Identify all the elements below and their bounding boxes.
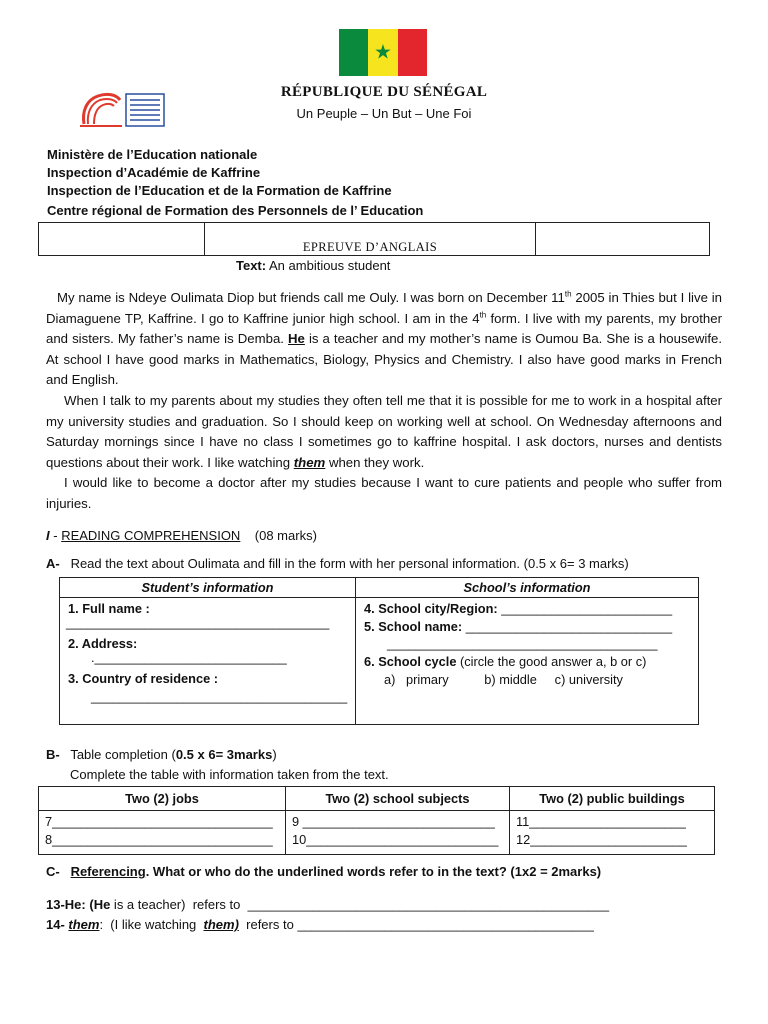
school-name-line: 5. School name: _____________________________ — [364, 619, 673, 634]
text-title: Text: An ambitious student — [236, 258, 391, 273]
question-13: 13-He: (He is a teacher) refers to __________________________________________________ — [46, 897, 610, 912]
address-field[interactable]: .___________________________ — [91, 650, 287, 665]
student-info-header: Student’s information — [60, 578, 356, 598]
answer-field-9[interactable]: 9 ___________________________ — [292, 814, 495, 829]
subjects-header: Two (2) school subjects — [286, 787, 510, 811]
passage-paragraph: When I talk to my parents about my studies they often tell me that it is possible for me to work in a hospital after my university studies and graduation. So I should keep on working well at school. On Wednesday afternoons and Saturday mornings since I have no class I sometimes go to kaffrine hospital. I ask doctors, nurses and dentists questions about their work. I like watching them when they work. — [46, 393, 722, 470]
republic-title: RÉPUBLIQUE DU SÉNÉGAL — [280, 84, 488, 100]
passage-paragraph: My name is Ndeye Oulimata Diop but friends call me Ouly. I was born on December 11th 2005 in Thies but I live in Diamaguene TP, Kaffrine. I go to Kaffrine junior high school. I am in the 4th form. I live with my parents, my brother and sisters. My father’s name is Demba. He is a teacher and my mother’s name is Oumou Ba. She is a housewife. At school I have good marks in Mathematics, Biology, Physics and Chemistry. I also have good marks in French and English. — [46, 289, 722, 388]
star-icon: ★ — [374, 41, 392, 64]
school-cycle-options[interactable]: a) primary b) middle c) university — [384, 672, 623, 687]
institution-line: Inspection d’Académie de Kaffrine — [47, 165, 261, 180]
answer-field-12[interactable]: 12______________________ — [516, 832, 687, 847]
school-city-field[interactable]: ________________________ — [501, 601, 673, 616]
underlined-he: He — [288, 331, 305, 347]
institution-line: Ministère de l’Education nationale — [47, 147, 258, 162]
answer-field-11[interactable]: 11______________________ — [516, 814, 686, 829]
country-label: 3. Country of residence : — [68, 671, 219, 686]
school-city-line: 4. School city/Region: ________________________ — [364, 601, 673, 616]
personal-info-form — [59, 577, 699, 725]
section-heading: I - READING COMPREHENSION (08 marks) — [46, 528, 317, 543]
underlined-them: them — [293, 454, 326, 470]
institution-line: Centre régional de Formation des Personnels de l’ Education — [47, 203, 424, 218]
address-label: 2. Address: — [68, 636, 138, 651]
exam-title-box — [38, 222, 710, 256]
jobs-header: Two (2) jobs — [39, 787, 286, 811]
institution-line: Inspection de l’Education et de la Formation de Kaffrine — [47, 183, 392, 198]
part-c-instruction: C- Referencing. What or who do the underlined words refer to in the text? (1x2 = 2marks) — [46, 864, 602, 879]
completion-table — [38, 786, 715, 855]
question-14: 14- them: (I like watching them) refers to _________________________________________ — [46, 917, 594, 932]
exam-title: EPREUVE D’ANGLAIS — [205, 223, 536, 255]
part-b-subinstruction: Complete the table with information taken from the text. — [70, 767, 389, 782]
school-info-header: School’s information — [356, 578, 699, 598]
answer-field-7[interactable]: 7_______________________________ — [45, 814, 273, 829]
answer-field-8[interactable]: 8_______________________________ — [45, 832, 273, 847]
school-name-field[interactable]: _____________________________ — [465, 619, 673, 634]
buildings-header: Two (2) public buildings — [510, 787, 715, 811]
school-name-field-2[interactable]: ______________________________________ — [387, 636, 658, 651]
full-name-field[interactable]: _____________________________________ — [66, 615, 330, 630]
country-field[interactable]: ____________________________________ — [91, 689, 348, 704]
senegal-flag — [339, 29, 427, 76]
answer-field-10[interactable]: 10___________________________ — [292, 832, 499, 847]
answer-field-14[interactable]: _________________________________________ — [297, 917, 594, 932]
answer-field-13[interactable]: __________________________________________________ — [247, 897, 610, 912]
part-a-instruction: A- Read the text about Oulimata and fill in the form with her personal information. (0.5 x 6= 3 marks) — [46, 556, 629, 571]
school-cycle-line: 6. School cycle (circle the good answer a, b or c) — [364, 654, 647, 669]
full-name-label: 1. Full name : — [68, 601, 150, 616]
passage-paragraph: I would like to become a doctor after my studies because I want to cure patients and people who suffer from injuries. — [46, 475, 722, 511]
national-motto: Un Peuple – Un But – Une Foi — [296, 106, 472, 121]
part-b-instruction: B- Table completion (0.5 x 6= 3marks) — [46, 747, 277, 762]
